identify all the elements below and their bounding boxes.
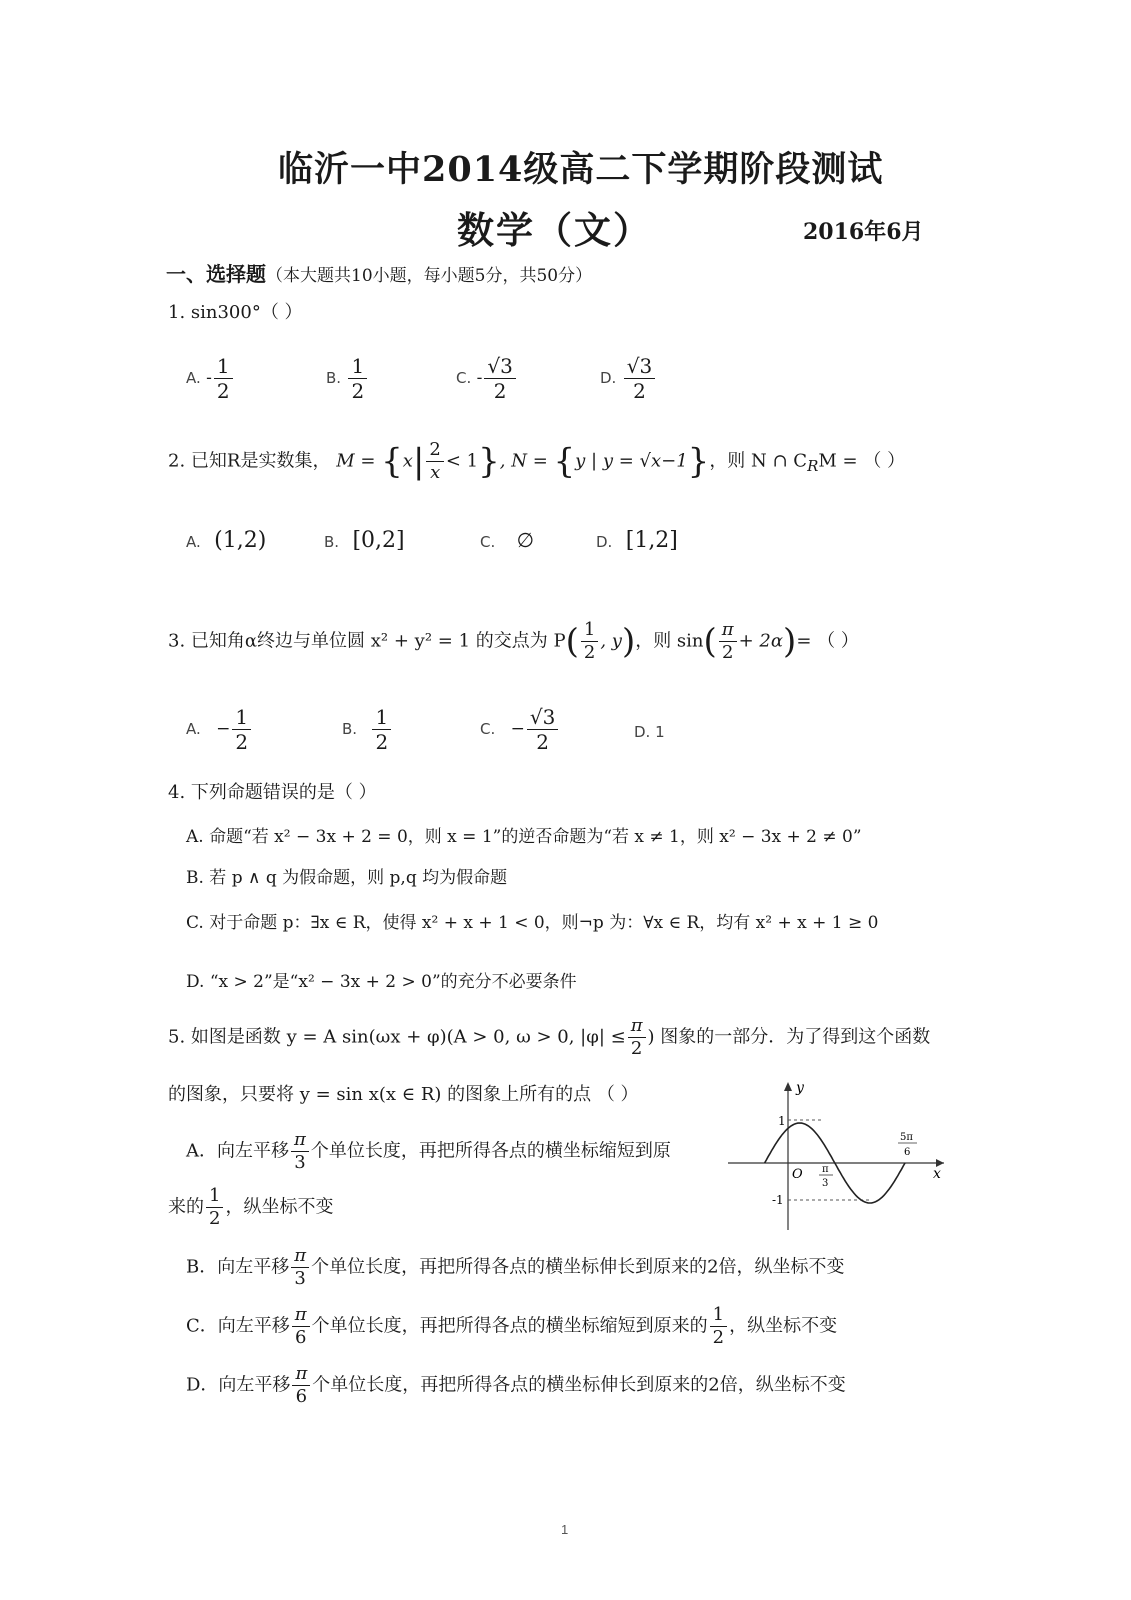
numerator: π [291,1246,309,1268]
fraction [232,706,251,753]
denominator: 2 [375,730,389,754]
denominator: 2 [583,641,596,663]
denominator: 2 [493,379,507,403]
tick-1: 1 [778,1114,786,1128]
sign: - [206,368,212,388]
numerator: 1 [710,1305,727,1327]
option-text: A．向左平移 [186,1140,289,1162]
q5-line1-b: ) 图象的一部分．为了得到这个函数 [647,1026,931,1048]
q1-option-c [456,355,518,402]
numerator: 1 [206,1186,223,1208]
numerator: 1 [214,355,233,379]
x-axis-label: x [933,1166,941,1182]
question-4-stem: 4. 下列命题错误的是（ ） [168,782,377,803]
set-var: x [402,450,413,472]
option-text: D．向左平移 [186,1374,291,1396]
fraction [292,1364,310,1407]
fraction [624,355,655,402]
numerator: π [291,1130,309,1152]
denominator: 2 [209,1207,221,1229]
tick-pi3-num: π [822,1164,829,1175]
q1-option-d [600,355,657,402]
option-label: A. [186,720,201,738]
option-text: 个单位长度，再把所得各点的横坐标伸长到原来的2倍，纵坐标不变 [312,1374,846,1396]
tick-5pi6-num: 5π [900,1132,913,1143]
option-label: D. [600,369,617,387]
tick-neg1: -1 [772,1193,784,1207]
brace-open: { [381,441,403,482]
fraction [484,355,515,402]
paren-close: ) [783,621,797,662]
brace-close: } [478,441,500,482]
q2-suffix: ，则 N ∩ C [709,450,808,472]
y-axis-arrow-icon [784,1082,792,1091]
option-text: 个单位长度，再把所得各点的横坐标伸长到原来的2倍，纵坐标不变 [311,1256,845,1278]
denominator: 2 [536,730,549,754]
numerator: π [719,620,737,642]
option-text: C．向左平移 [186,1315,290,1337]
q2-suffix2: M = （ ） [818,450,906,472]
q5-option-b [186,1246,845,1289]
paren-close: ) [621,621,636,662]
q4-option-a: A. 命题“若 x² − 3x + 2 = 0，则 x = 1”的逆否命题为“若 x ≠ 1，则 x² − 3x + 2 ≠ 0” [186,827,862,847]
denominator: 2 [630,1037,643,1059]
fraction [527,706,558,753]
option-label: C. [480,533,496,551]
q2-option-c [480,528,534,552]
fraction [214,355,233,402]
option-value: ∅ [516,528,535,552]
q3-option-d [634,722,665,742]
sine-graph-figure [722,1078,952,1234]
fraction [628,1016,646,1059]
denominator: 6 [295,1385,308,1407]
page-subtitle: 数学（文） [457,208,652,252]
q3-option-b [342,706,393,753]
q5-option-d [186,1364,846,1407]
numerator: π [292,1305,310,1327]
option-text: 个单位长度，再把所得各点的横坐标缩短到原 [310,1140,671,1162]
question-3-stem [168,620,859,663]
q3-option-a [186,706,253,753]
option-label: A. [186,533,201,551]
fraction [426,440,443,483]
q2-prefix: 2. 已知R是实数集， [168,450,331,472]
numerator: √3 [484,355,515,379]
sign: - [476,368,483,388]
paren-open: ( [565,621,579,662]
option-label: B. [342,720,358,738]
q2-option-b [324,528,405,553]
fraction [291,1246,309,1289]
denominator: 2 [721,641,734,663]
q4-option-b: B. 若 p ∧ q 为假命题，则 p,q 均为假命题 [186,868,508,888]
q2-option-d [596,528,678,553]
numerator: 1 [348,355,367,379]
option-label: B. [324,533,340,551]
q4-option-d: D. “x > 2”是“x² − 3x + 2 > 0”的充分不必要条件 [186,972,577,992]
numerator: √3 [624,355,655,379]
option-value: [1,2] [625,528,678,553]
page-title: 临沂一中2014级高二下学期阶段测试 [278,149,884,190]
fraction [719,620,737,663]
set-n-body: y | y = √x−1 [575,450,688,472]
option-label: D. [596,533,613,551]
q5-line1-a: 5. 如图是函数 y = A sin(ωx + φ)(A > 0, ω > 0, |φ| ≤ [168,1026,626,1048]
numerator: π [628,1016,646,1038]
brace-close: } [687,441,710,482]
fraction [291,1130,309,1173]
denominator: x [430,461,441,483]
section-heading [166,258,592,287]
option-label: A. [186,369,201,387]
set-n-lhs: , N = [499,450,554,472]
denominator: 3 [294,1267,306,1289]
numerator: 1 [372,706,391,730]
page-number: 1 [561,1522,569,1537]
denominator: 2 [235,730,249,754]
numerator: 1 [581,620,598,642]
fraction [710,1305,727,1348]
option-label: C. [480,720,496,738]
q1-option-a [186,355,235,402]
tick-pi3-den: 3 [822,1178,829,1189]
fraction [372,706,391,753]
paren-open: ( [703,621,717,662]
option-text: B．向左平移 [186,1256,290,1278]
q2-option-a [186,528,266,553]
origin-label: O [792,1167,803,1182]
fraction [292,1305,310,1348]
option-label: C. [456,369,472,387]
q4-option-c: C. 对于命题 p：∃x ∈ R，使得 x² + x + 1 < 0，则¬p 为：∀x ∈ R，均有 x² + x + 1 ≥ 0 [186,913,879,933]
option-value: (1,2) [214,528,267,553]
q3-prefix: 3. 已知角α终边与单位圆 x² + y² = 1 的交点为 P [168,630,566,652]
question-5-stem-line1 [168,1016,930,1059]
denominator: 2 [216,379,230,403]
sign: − [216,719,231,739]
numerator: π [292,1364,310,1386]
fraction [581,620,598,663]
denominator: 6 [294,1326,307,1348]
point-tail: , y [600,630,622,652]
option-text: ，纵坐标不变 [225,1196,334,1218]
question-5-stem-line2: 的图象，只要将 y = sin x(x ∈ R) 的图象上所有的点 （ ） [168,1084,639,1105]
q5-option-a-cont [168,1186,333,1229]
denominator: 2 [712,1326,725,1348]
q3-mid: ，则 sin [635,630,704,652]
q5-option-c [186,1305,837,1348]
option-text: 来的 [168,1196,204,1218]
denominator: 2 [351,379,365,403]
denominator: 3 [294,1151,306,1173]
exam-date: 2016年6月 [803,219,924,245]
question-1-stem: 1. sin300°（ ） [168,302,303,323]
y-axis-label: y [796,1080,804,1096]
numerator: 2 [426,440,443,462]
section-title: 一、选择题 [166,262,266,286]
option-label: B. [326,369,342,387]
sign: − [510,719,525,739]
section-note: （本大题共10小题，每小题5分，共50分） [266,266,593,286]
option-value: [0,2] [352,528,405,553]
subscript: R [807,456,819,475]
brace-open: { [553,441,576,482]
tick-5pi6-den: 6 [904,1147,911,1158]
option-text: 个单位长度，再把所得各点的横坐标缩短到原来的 [311,1315,708,1337]
option-text: ，纵坐标不变 [729,1315,838,1337]
q1-option-b [326,355,369,402]
bar: | [412,441,425,482]
q5-option-a [186,1130,671,1173]
q3-suffix: = （ ） [796,630,859,652]
denominator: 2 [633,379,646,403]
option-label: D. 1 [634,723,665,741]
fraction [206,1186,223,1229]
fraction [348,355,367,402]
question-2-stem [168,440,905,483]
numerator: 1 [232,706,251,730]
q3-option-c [480,706,560,753]
set-m-lhs: M = [336,450,376,472]
set-m-rhs: < 1 [445,450,479,472]
numerator: √3 [527,706,558,730]
sin-tail: + 2α [738,630,784,652]
